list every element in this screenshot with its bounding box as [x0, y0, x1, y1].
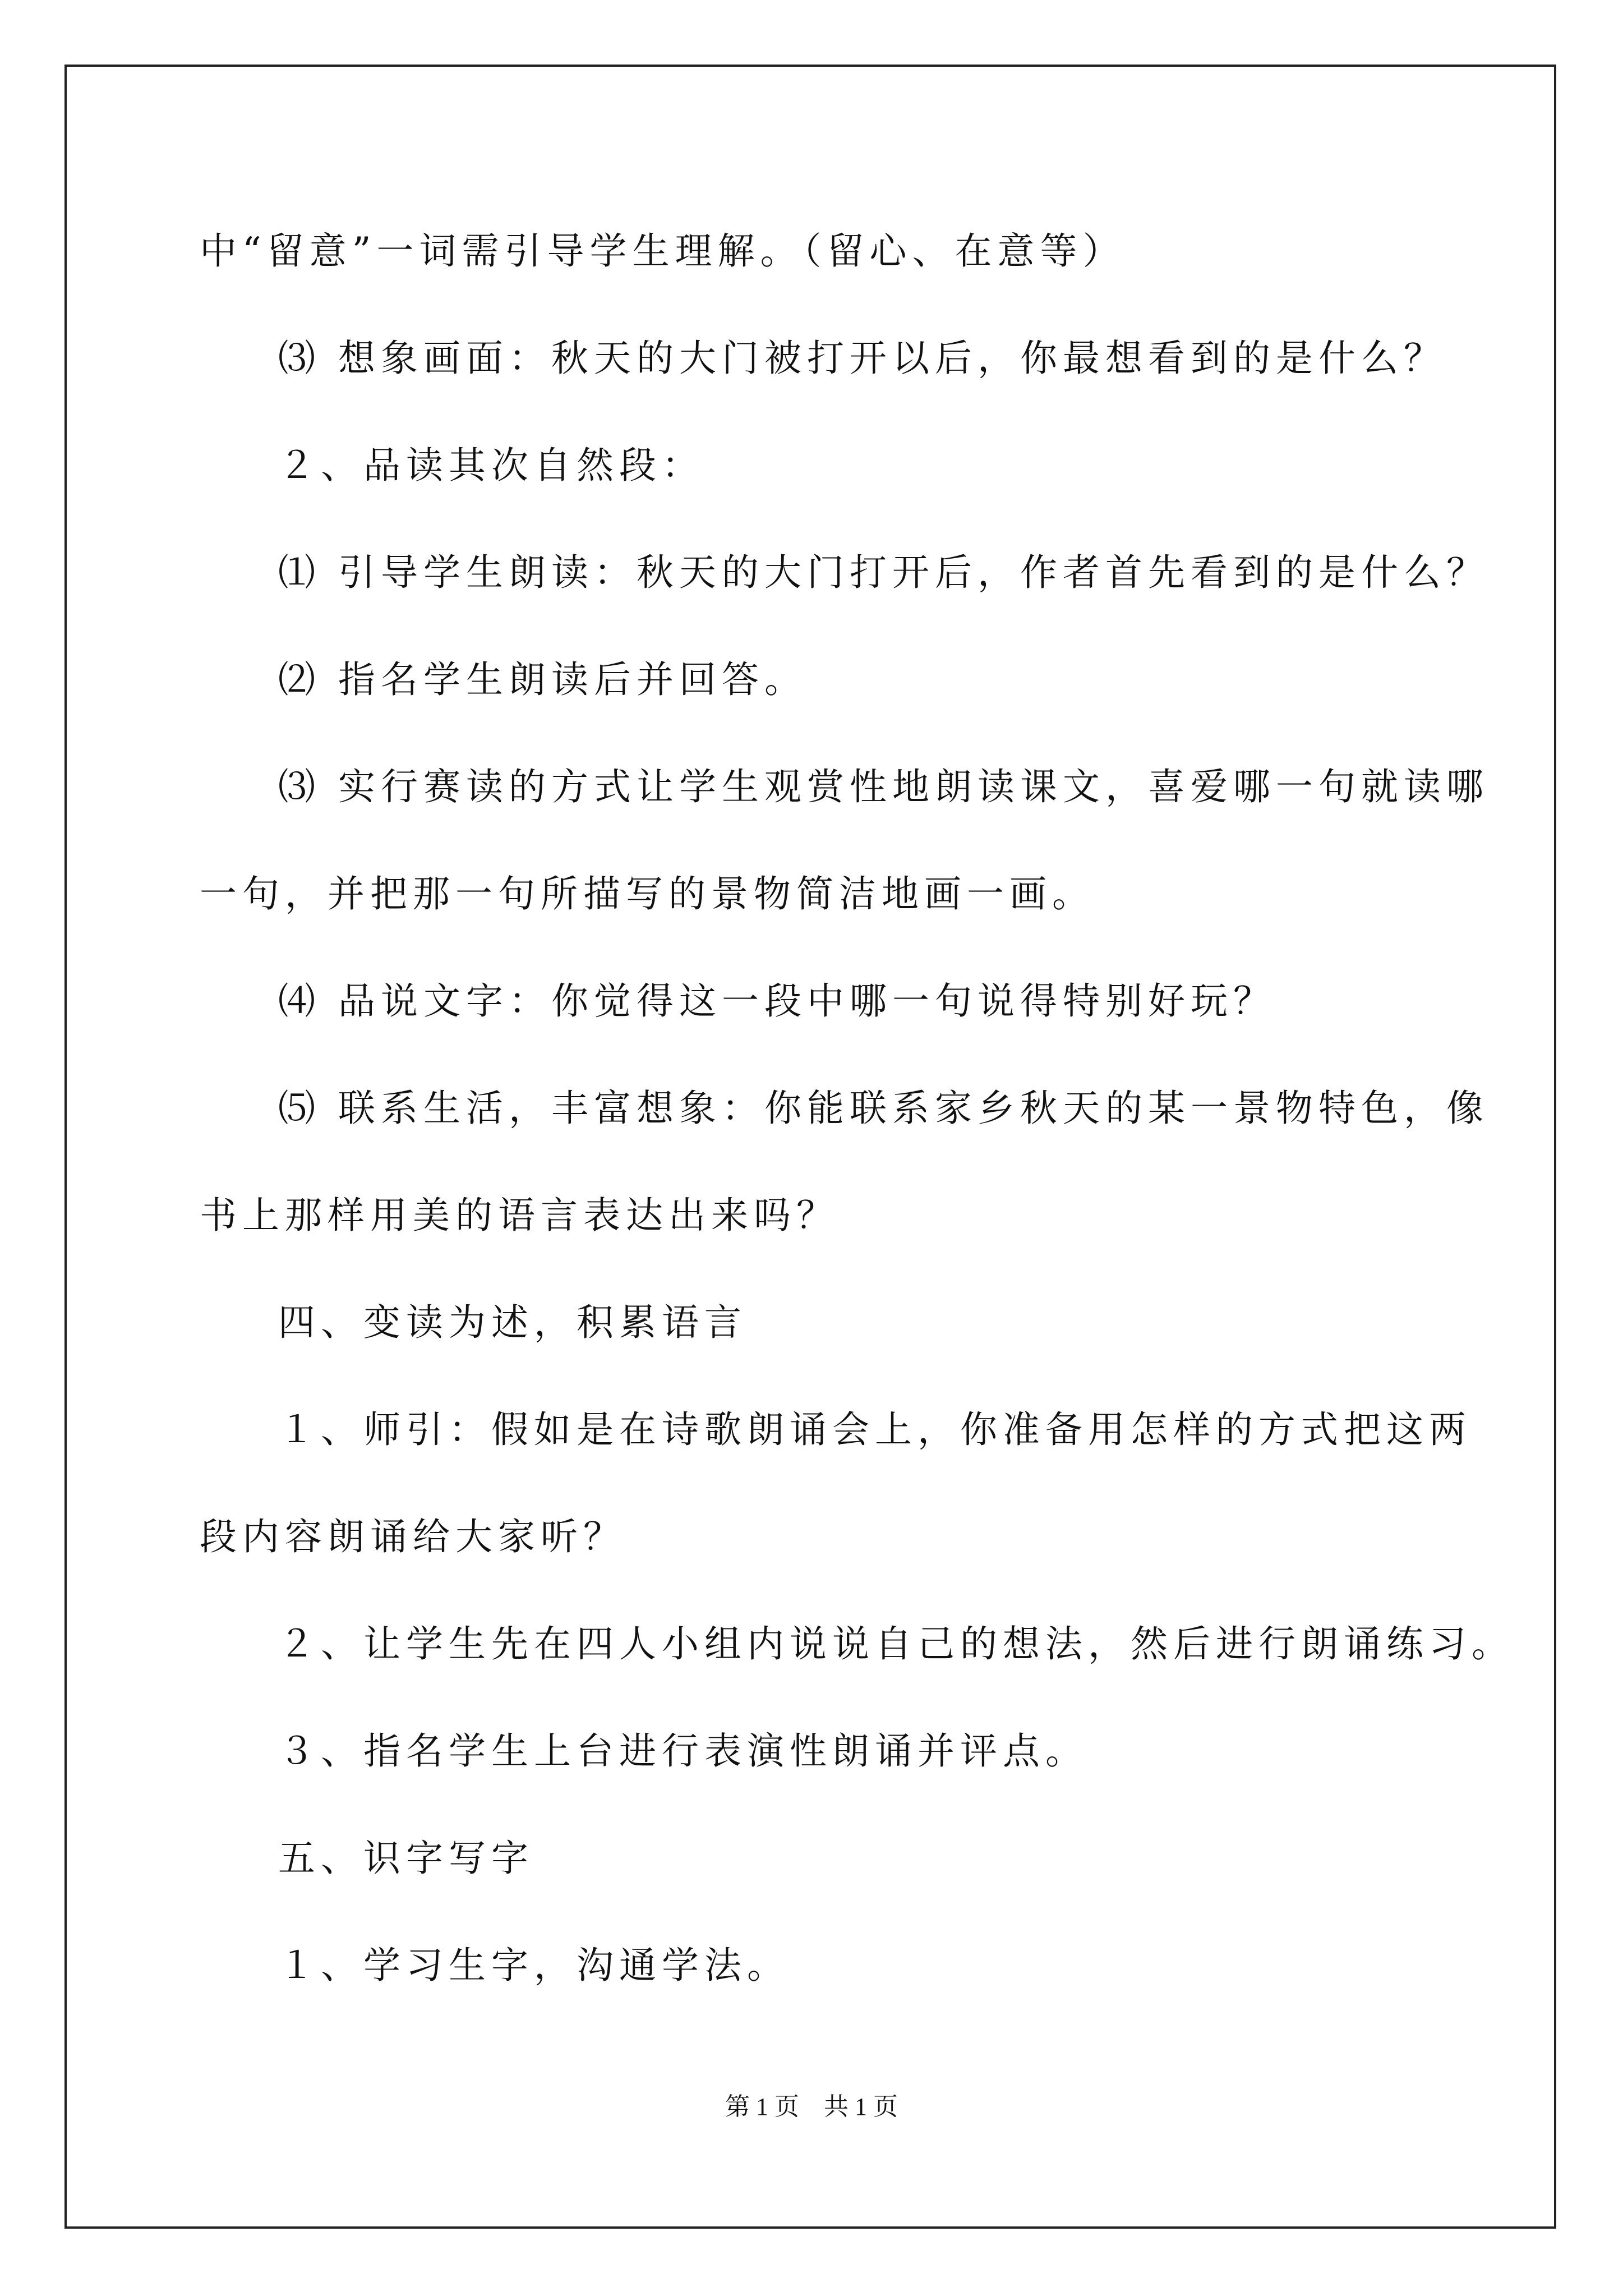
- text-line: ⑸ 联系生活，丰富想象：你能联系家乡秋天的某一景物特色，像: [278, 1087, 1489, 1130]
- page-border: [64, 65, 1556, 2229]
- text-line: 段内容朗诵给大家听？: [200, 1515, 626, 1558]
- text-line: 书上那样用美的语言表达出来吗？: [200, 1194, 839, 1237]
- text-line: ２、让学生先在四人小组内说说自己的想法，然后进行朗诵练习。: [278, 1622, 1514, 1665]
- text-line: ⑶ 实行赛读的方式让学生观赏性地朗读课文，喜爱哪一句就读哪: [278, 765, 1489, 808]
- page-footer: [0, 2091, 1623, 2123]
- text-line: ⑵ 指名学生朗读后并回答。: [278, 658, 807, 701]
- page-total: 共 1 页: [824, 2093, 898, 2120]
- section-heading: 五、识字写字: [278, 1837, 534, 1880]
- text-line: ⑴ 引导学生朗读：秋天的大门打开后，作者首先看到的是什么？: [278, 551, 1489, 594]
- text-line: １、师引：假如是在诗歌朗诵会上，你准备用怎样的方式把这两: [278, 1408, 1472, 1451]
- section-heading: 四、变读为述，积累语言: [278, 1301, 747, 1344]
- page-number: 第 1 页: [725, 2093, 799, 2120]
- text-line: ⑷ 品说文字：你觉得这一段中哪一句说得特别好玩？: [278, 979, 1276, 1023]
- text-line: 中“留意”一词需引导学生理解。（留心、在意等）: [200, 229, 1126, 273]
- text-line: １、学习生字，沟通学法。: [278, 1944, 790, 1987]
- text-line: ３、指名学生上台进行表演性朗诵并评点。: [278, 1729, 1088, 1773]
- text-line: ２、品读其次自然段：: [278, 444, 704, 487]
- text-line: ⑶ 想象画面：秋天的大门被打开以后，你最想看到的是什么？: [278, 337, 1446, 380]
- text-line: 一句，并把那一句所描写的景物简洁地画一画。: [200, 872, 1095, 915]
